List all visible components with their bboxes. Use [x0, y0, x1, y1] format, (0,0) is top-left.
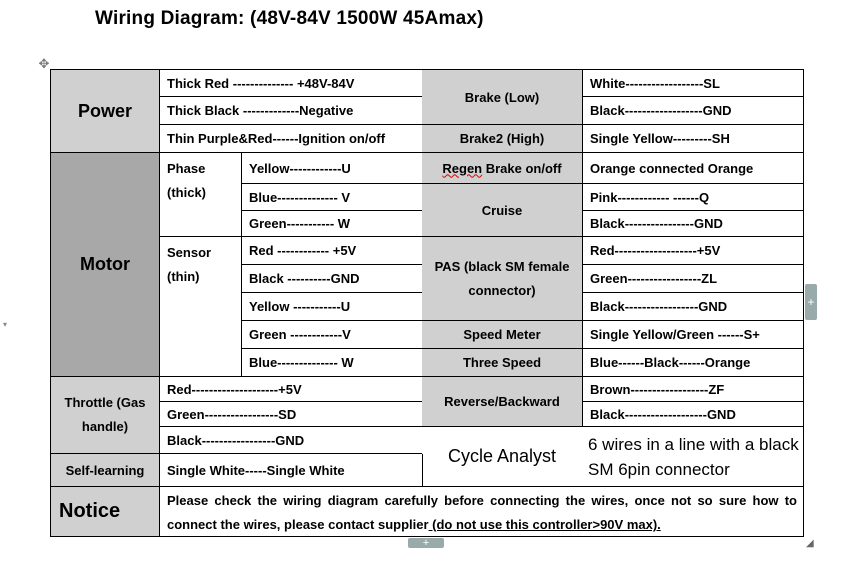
- notice-warning: (do not use this controller>90V max).: [428, 517, 661, 532]
- cruise-row-2: Black----------------GND: [582, 211, 804, 237]
- notice-label: Notice: [50, 487, 160, 537]
- power-row-2: Thick Black -------------Negative: [159, 97, 423, 125]
- self-learning-label: Self-learning: [50, 454, 160, 487]
- speed-meter-value: Single Yellow/Green ------S+: [582, 321, 804, 349]
- three-speed-label: Three Speed: [422, 349, 583, 377]
- power-row-3: Thin Purple&Red------Ignition on/off: [159, 125, 423, 153]
- move-handle-icon[interactable]: ✥: [38, 56, 50, 71]
- throttle-row-2: Green-----------------SD: [159, 402, 423, 427]
- notice-body: Please check the wiring diagram carefully before connecting the wires, once not so sure how to connect the wires, please contact supplier: [167, 493, 797, 532]
- notice-text: [159, 487, 804, 537]
- brake2-value: Single Yellow---------SH: [582, 125, 804, 153]
- phase-row-2: Blue-------------- V: [241, 184, 423, 211]
- throttle-label: Throttle (Gas handle): [50, 377, 160, 454]
- three-speed-value: Blue------Black------Orange: [582, 349, 804, 377]
- cycle-analyst-value: 6 wires in a line with a black SM 6pin connector: [582, 427, 804, 487]
- regen-value: Orange connected Orange: [582, 153, 804, 184]
- power-row-1: Thick Red -------------- +48V-84V: [159, 69, 423, 97]
- sensor-row-4: Green ------------V: [241, 321, 423, 349]
- motor-label: Motor: [50, 153, 160, 377]
- resize-handle-icon[interactable]: ◢: [806, 538, 814, 549]
- pas-row-2: Green-----------------ZL: [582, 265, 804, 293]
- brake-low-label: Brake (Low): [422, 69, 583, 125]
- diagram-title: Wiring Diagram: (48V-84V 1500W 45Amax): [95, 8, 484, 29]
- sensor-row-3: Yellow -----------U: [241, 293, 423, 321]
- margin-marker-icon: ▾: [3, 320, 8, 329]
- cruise-row-1: Pink------------ ------Q: [582, 184, 804, 211]
- phase-row-1: Yellow------------U: [241, 153, 423, 184]
- regen-word: Regen: [442, 160, 483, 176]
- phase-label: Phase (thick): [159, 153, 242, 237]
- reverse-label: Reverse/Backward: [422, 377, 583, 427]
- cycle-analyst-label: Cycle Analyst: [422, 427, 583, 487]
- self-learning-value: Single White-----Single White: [159, 454, 423, 487]
- reverse-row-2: Black-------------------GND: [582, 402, 804, 427]
- sensor-row-1: Red ------------ +5V: [241, 237, 423, 265]
- brake-low-row-1: White------------------SL: [582, 69, 804, 97]
- throttle-row-3: Black-----------------GND: [159, 427, 423, 454]
- pas-row-3: Black-----------------GND: [582, 293, 804, 321]
- sensor-label: Sensor (thin): [159, 237, 242, 377]
- brake-low-row-2: Black------------------GND: [582, 97, 804, 125]
- add-column-icon[interactable]: +: [805, 284, 817, 320]
- speed-meter-label: Speed Meter: [422, 321, 583, 349]
- brake2-label: Brake2 (High): [422, 125, 583, 153]
- wiring-table: [50, 69, 804, 537]
- pas-label: PAS (black SM female connector): [422, 237, 583, 321]
- phase-row-3: Green----------- W: [241, 211, 423, 237]
- sensor-row-5: Blue-------------- W: [241, 349, 423, 377]
- sensor-row-2: Black ----------GND: [241, 265, 423, 293]
- throttle-row-1: Red--------------------+5V: [159, 377, 423, 402]
- power-label: Power: [50, 69, 160, 153]
- cruise-label: Cruise: [422, 184, 583, 237]
- reverse-row-1: Brown------------------ZF: [582, 377, 804, 402]
- pas-row-1: Red-------------------+5V: [582, 237, 804, 265]
- regen-label: Regen Brake on/off: [422, 153, 583, 184]
- add-row-icon[interactable]: +: [408, 538, 444, 548]
